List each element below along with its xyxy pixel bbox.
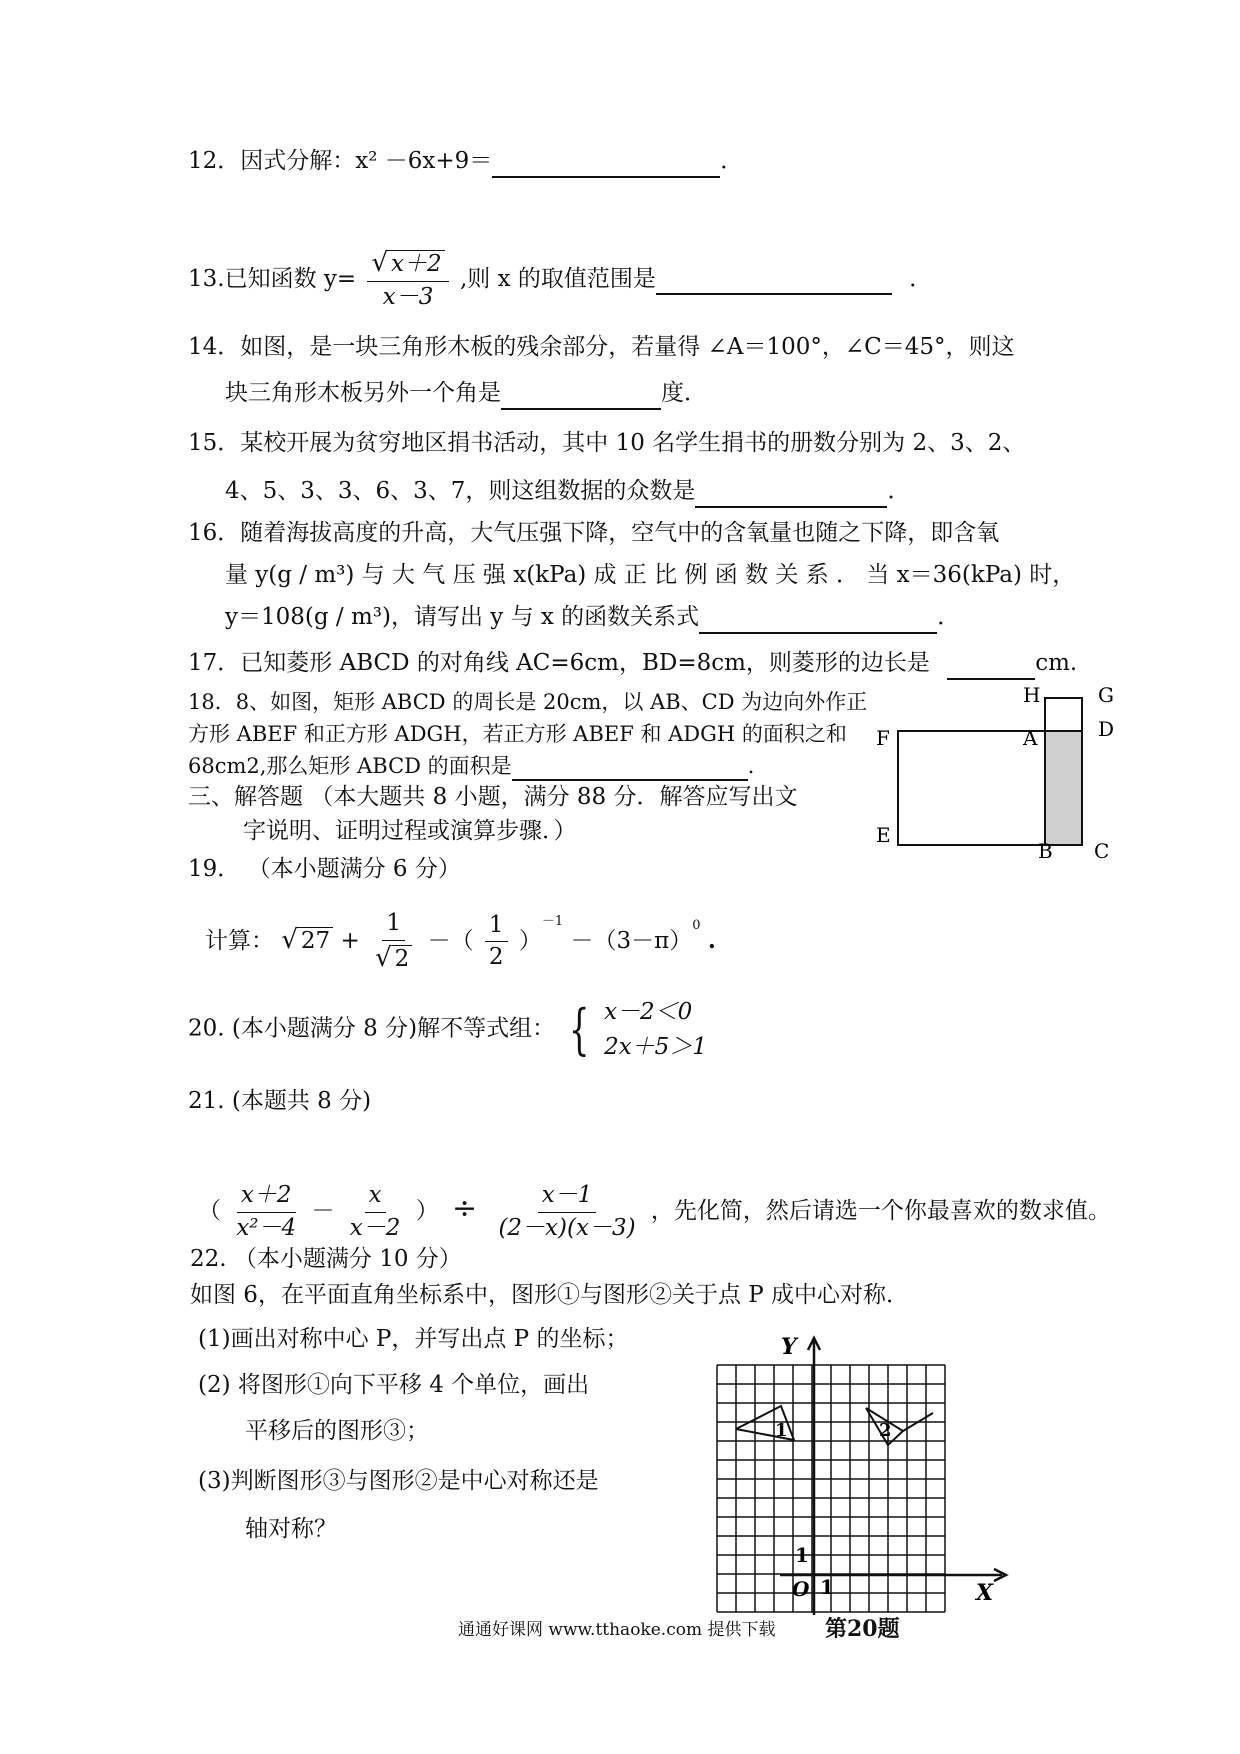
question-12: 12．因式分解：x² －6x+9＝ ．: [188, 148, 743, 178]
question-22-part2: (2) 将图形①向下平移 4 个单位，画出: [198, 1372, 590, 1398]
label-d: D: [1098, 717, 1115, 741]
brace: {: [569, 997, 590, 1061]
question-18-line3: 68cm2,那么矩形 ABCD 的面积是 ．: [188, 754, 769, 781]
y-axis-label: Y: [781, 1334, 797, 1360]
label-h: H: [1023, 683, 1041, 707]
question-15-line1: 15．某校开展为贫穷地区捐书活动，其中 10 名学生捐书的册数分别为 2、3、2、: [188, 430, 1026, 456]
answer-blank: [947, 650, 1035, 680]
origin-label: O: [792, 1577, 810, 1601]
answer-blank: [512, 754, 748, 781]
question-15-line2: 4、5、3、3、6、3、7，则这组数据的众数是 ．: [225, 478, 910, 508]
answer-blank: [656, 266, 892, 296]
question-17: 17．已知菱形 ABCD 的对角线 AC=6cm，BD=8cm，则菱形的边长是 cm.: [188, 650, 1077, 680]
label-a: A: [1023, 726, 1038, 750]
question-22-part3: (3)判断图形③与图形②是中心对称还是: [198, 1468, 599, 1494]
shape-1-label: 1: [775, 1420, 788, 1441]
label-g: G: [1098, 683, 1114, 707]
label-c: C: [1094, 839, 1110, 860]
answer-blank: [695, 478, 887, 508]
question-22-intro: 如图 6，在平面直角坐标系中，图形①与图形②关于点 P 成中心对称．: [190, 1282, 910, 1308]
question-21-expression: （ $\frac{x+2}{\text{x²－4}}$ － $\frac{x}{x-2}$ ） ÷ $\frac{x-1}{(2-x)(x-3)}$ ，先化简，然后请选一个你最喜欢的数求值。: [198, 1182, 1111, 1241]
x-unit-label: 1: [820, 1575, 834, 1599]
figure-caption: 第20题: [825, 1616, 900, 1642]
answer-blank: [699, 604, 937, 634]
footer-source: 通通好课网 www.tthaoke.com 提供下载: [458, 1620, 776, 1640]
question-19-expression: 计算： √ 27 + $\frac{1}{√ 2}$ －（ $\frac{1}{2}$ ）$^{-1} -(3-\pi)^0$ .: [205, 910, 716, 973]
answer-blank: [501, 380, 661, 410]
question-22-title: 22. （本小题满分 10 分）: [190, 1246, 462, 1272]
question-22-part3-cont: 轴对称？: [245, 1516, 337, 1542]
shape-2-label: 2: [879, 1420, 892, 1441]
answer-blank: [492, 148, 720, 178]
label-f: F: [876, 726, 890, 750]
section-3-heading-line2: 字说明、证明过程或演算步骤．）: [243, 818, 577, 844]
section-3-heading: 三、解答题 （本大题共 8 小题，满分 88 分．解答应写出文: [188, 784, 798, 810]
inequality-system: x－2＜0 2x＋5＞1: [604, 999, 707, 1060]
y-unit-label: 1: [795, 1543, 809, 1567]
question-20: 20. (本小题满分 8 分)解不等式组： { x－2＜0 2x＋5＞1: [188, 995, 707, 1064]
question-14-line1: 14．如图，是一块三角形木板的残余部分，若量得 ∠A＝100°，∠C＝45°，则这: [188, 334, 1015, 360]
coordinate-grid-figure: [680, 1330, 1020, 1630]
question-13: 13.已知函数 y= $\frac{√ x+2}{x-3}$ ,则 x 的取值范围是 ．: [188, 248, 933, 311]
function-fraction: $\frac{√ x+2}{x-3}$: [367, 248, 448, 312]
question-21-title: 21. (本题共 8 分): [188, 1088, 372, 1114]
question-16-line2: 量 y(g / m³) 与 大 气 压 强 x(kPa) 成 正 比 例 函 数 关 系 ． 当 x＝36(kPa) 时，: [225, 562, 1076, 588]
question-16-line1: 16．随着海拔高度的升高，大气压强下降，空气中的含氧量也随之下降，即含氧: [188, 520, 1000, 546]
question-18-line1: 18．8、如图，矩形 ABCD 的周长是 20cm，以 AB、CD 为边向外作正: [188, 690, 868, 714]
question-19-title: 19． （本小题满分 6 分）: [188, 856, 461, 882]
question-16-line3: y＝108(g / m³)，请写出 y 与 x 的函数关系式 ．: [225, 604, 960, 634]
question-22-part1: (1)画出对称中心 P，并写出点 P 的坐标；: [198, 1326, 629, 1352]
label-b: B: [1038, 839, 1053, 860]
question-14-line2: 块三角形木板另外一个角是 度．: [225, 380, 707, 410]
question-22-part2-cont: 平移后的图形③；: [245, 1418, 429, 1444]
label-e: E: [876, 823, 891, 847]
x-axis-label: X: [976, 1580, 994, 1606]
question-18-line2: 方形 ABEF 和正方形 ADGH，若正方形 ABEF 和 ADGH 的面积之和: [188, 722, 847, 746]
rectangle-squares-figure: [860, 680, 1140, 860]
